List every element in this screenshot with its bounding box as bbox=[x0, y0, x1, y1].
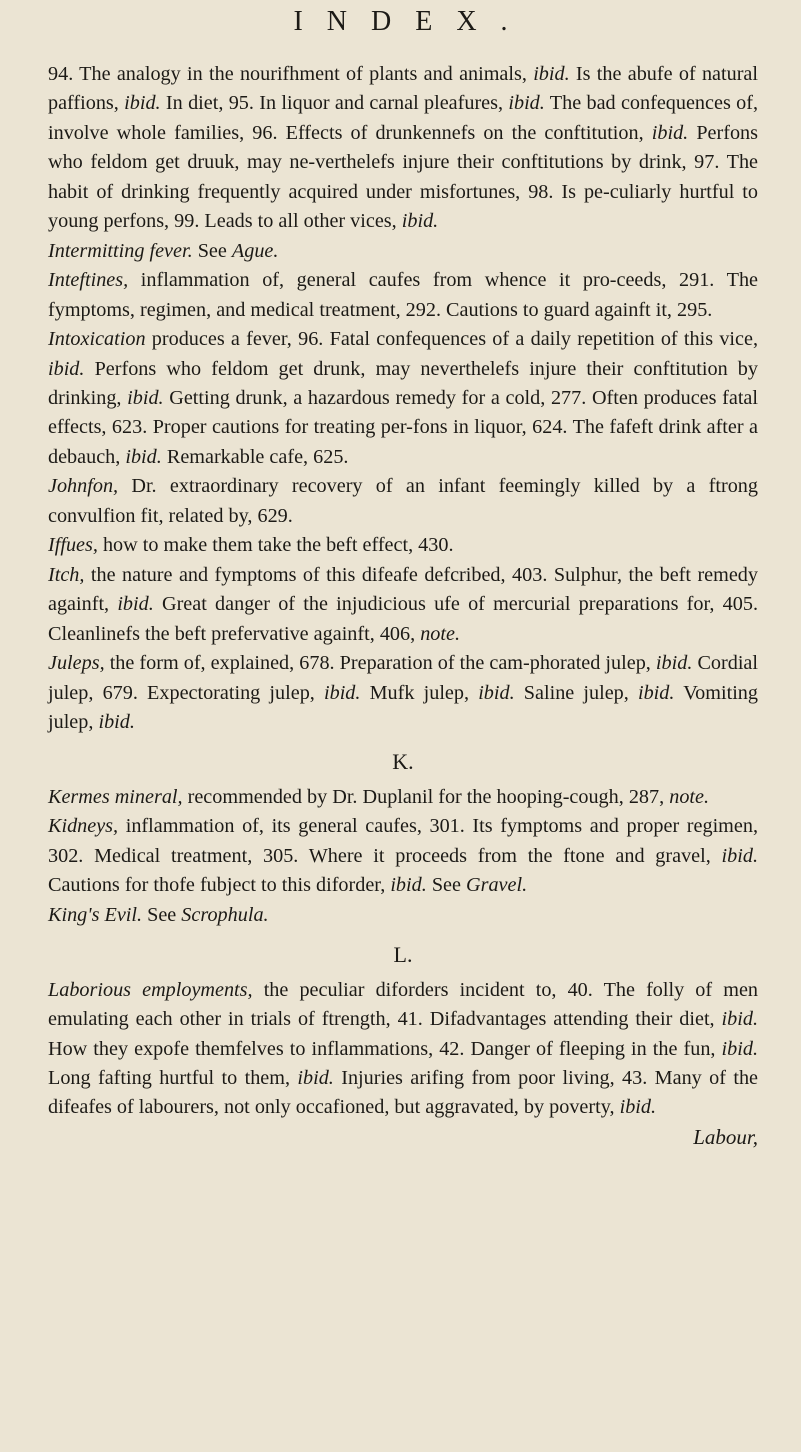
index-entry bbox=[48, 901, 758, 930]
italic-text: Johnfon, bbox=[48, 475, 119, 498]
index-entry bbox=[48, 783, 758, 812]
entry-text: 94. The analogy in the nourifhment of plants and animals, bbox=[48, 63, 534, 85]
index-body bbox=[48, 60, 758, 1152]
entry-text: See bbox=[142, 903, 182, 926]
entry-text: Long fafting hurtful to them, bbox=[48, 1066, 298, 1089]
italic-text: ibid. bbox=[721, 844, 758, 867]
index-entry bbox=[48, 325, 758, 472]
entry-text: Cordial julep, 679. Expectorating julep, bbox=[48, 652, 758, 704]
entry-text: Perfons who feldom get drunk, may neverthelefs injure their conftitution by drinking, bbox=[48, 357, 758, 409]
italic-text: ibid. bbox=[651, 121, 689, 144]
entry-text: See bbox=[426, 874, 467, 897]
entry-text: Saline julep, bbox=[514, 681, 638, 704]
entry-text: inflammation of, general caufes from whence it pro-ceeds, 291. The fymptoms, regimen, and medical treatment, 292. Cautions to guard againft it, 295. bbox=[48, 269, 758, 321]
entry-text: Remarkable cafe, 625. bbox=[161, 445, 349, 468]
italic-text: Itch, bbox=[48, 563, 85, 586]
index-entry bbox=[48, 649, 758, 737]
italic-text: Intoxication bbox=[48, 328, 146, 351]
entry-text: Dr. extraordinary recovery of an infant feemingly killed by a ftrong convulfion fit, related by, 629. bbox=[48, 475, 758, 527]
entry-text: In diet, 95. In liquor and carnal pleafures, bbox=[160, 92, 509, 115]
entry-text: the nature and fymptoms of this difeafe defcribed, 403. Sulphur, the beft remedy againft, bbox=[48, 563, 758, 616]
index-entry bbox=[48, 60, 758, 237]
index-entry bbox=[48, 976, 758, 1123]
italic-text: Inteftines, bbox=[48, 269, 129, 292]
entry-text: Cautions for thofe fubject to this diforder, bbox=[48, 874, 391, 897]
entry-text: the form of, explained, 678. Preparation of the cam-phorated julep, bbox=[104, 652, 656, 675]
entry-text: produces a fever, 96. Fatal confequences of a daily repetition of this vice, bbox=[145, 328, 758, 351]
italic-text: ibid. bbox=[297, 1066, 334, 1089]
italic-text: Juleps, bbox=[48, 652, 105, 675]
entry-text: Mufk julep, bbox=[360, 681, 479, 704]
index-entry bbox=[48, 531, 758, 560]
italic-text: ibid. bbox=[117, 593, 154, 616]
italic-text: ibid. bbox=[401, 210, 439, 233]
italic-text: King's Evil. bbox=[48, 903, 143, 926]
italic-text: Kidneys, bbox=[48, 815, 119, 838]
italic-text: Gravel. bbox=[466, 874, 528, 897]
entry-text: Great danger of the injudicious ufe of mercurial preparations for, 405. Cleanlinefs the beft prefervative againft, 406, bbox=[48, 593, 758, 645]
italic-text: Iffues, bbox=[48, 534, 98, 557]
italic-text: Intermitting fever. bbox=[48, 239, 193, 262]
entry-text: how to make them take the beft effect, 430. bbox=[97, 534, 454, 557]
index-entry bbox=[48, 561, 758, 649]
italic-text: ibid. bbox=[478, 681, 515, 704]
index-entry bbox=[48, 472, 758, 531]
italic-text: Kermes mineral, bbox=[48, 785, 183, 808]
italic-text: Scrophula. bbox=[181, 903, 269, 926]
italic-text: ibid. bbox=[48, 357, 85, 380]
italic-text: ibid. bbox=[637, 681, 675, 704]
italic-text: ibid. bbox=[324, 681, 361, 704]
entry-text: Perfons who feldom get druuk, may ne-verthelefs injure their conftitutions by drink, 97. The habit of drinking frequently acquired under misfortunes, 98. Is pe-culiarly hurtful to young perfons, 99. Leads to all other vices, bbox=[48, 121, 759, 233]
italic-text: ibid. bbox=[127, 386, 164, 409]
italic-text: ibid. bbox=[98, 710, 135, 733]
italic-text: ibid. bbox=[390, 874, 427, 897]
entry-text: Vomiting julep, bbox=[48, 681, 758, 733]
entry-text: Getting drunk, a hazardous remedy for a cold, 277. Often produces fatal effects, 623. Proper cautions for treating per-fons in liquor, 624. The fafeft drink after a debauch, bbox=[48, 386, 758, 468]
italic-text: ibid. bbox=[125, 445, 162, 468]
italic-text: note. bbox=[669, 785, 710, 808]
italic-text: Ague. bbox=[231, 239, 279, 262]
italic-text: Laborious employments, bbox=[48, 978, 253, 1001]
index-entry bbox=[48, 812, 758, 900]
index-entry bbox=[48, 237, 758, 266]
index-entry bbox=[48, 266, 758, 325]
entry-text: Is the abufe of natural paffions, bbox=[48, 63, 758, 115]
section-letter: L. bbox=[393, 942, 413, 968]
italic-text: ibid. bbox=[124, 92, 161, 115]
catchword: Labour, bbox=[693, 1124, 758, 1149]
italic-text: ibid. bbox=[508, 92, 545, 115]
italic-text: ibid. bbox=[533, 63, 570, 85]
entry-text: The bad confequences of, involve whole families, 96. Effects of drunkennefs on the conftitution, bbox=[48, 92, 758, 144]
entry-text: recommended by Dr. Duplanil for the hooping-cough, 287, bbox=[182, 785, 670, 808]
italic-text: ibid. bbox=[619, 1096, 657, 1119]
italic-text: ibid. bbox=[721, 1008, 758, 1031]
italic-text: ibid. bbox=[655, 652, 693, 675]
entry-text: inflammation of, its general caufes, 301. Its fymptoms and proper regimen, 302. Medical treatment, 305. Where it proceeds from the ftone and gravel, bbox=[48, 815, 758, 867]
italic-text: ibid. bbox=[721, 1037, 758, 1060]
entry-text: the peculiar diforders incident to, 40. The folly of men emulating each other in trials of ftrength, 41. Difadvantages attending their diet, bbox=[48, 978, 758, 1031]
entry-text: Injuries arifing from poor living, 43. Many of the difeafes of labourers, not only occafioned, but aggravated, by poverty, bbox=[48, 1066, 759, 1119]
section-letter: K. bbox=[392, 749, 414, 775]
entry-text: See bbox=[192, 239, 232, 262]
running-header: INDEX. bbox=[293, 6, 532, 37]
entry-text: How they expofe themfelves to inflammations, 42. Danger of fleeping in the fun, bbox=[48, 1037, 722, 1060]
italic-text: note. bbox=[420, 622, 461, 645]
